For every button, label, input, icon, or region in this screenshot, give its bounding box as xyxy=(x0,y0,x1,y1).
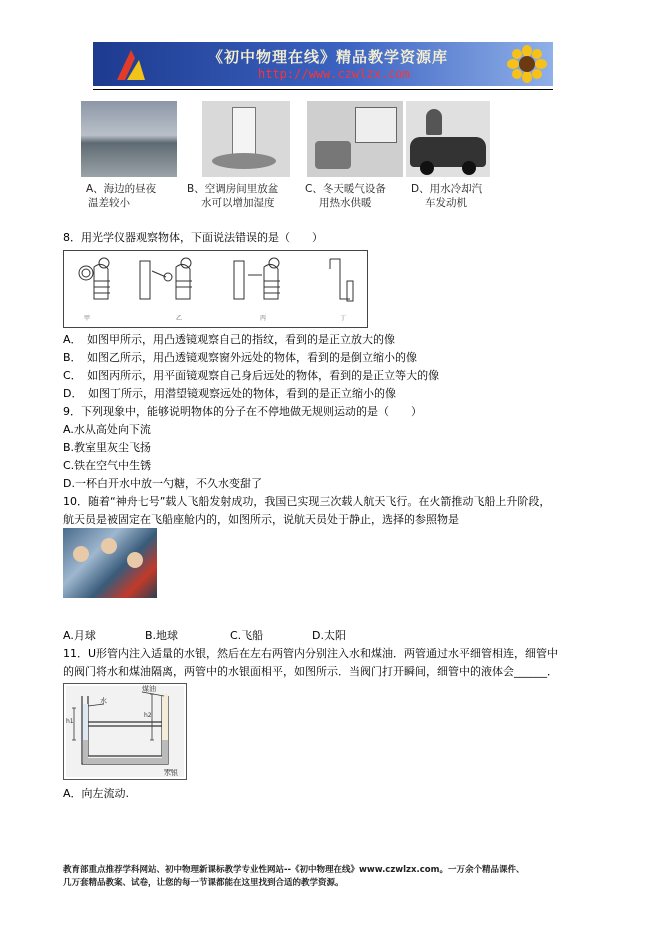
figure-label-bing: 丙 xyxy=(260,315,267,322)
q8-option-a: A． 如图甲所示，用凸透镜观察自己的指纹，看到的是正立放大的像 xyxy=(63,333,396,346)
caption-line: 温差较小 xyxy=(88,197,130,209)
q8-option-c: C． 如图丙所示，用平面镜观察自己身后远处的物体，看到的是正立等大的像 xyxy=(63,369,440,382)
q10-stem-line2: 航天员是被固定在飞船座舱内的，如图所示，说航天员处于静止，选择的参照物是 xyxy=(63,513,459,526)
q10-option-a: A.月球 xyxy=(63,629,96,642)
seaside-photo xyxy=(81,101,177,177)
q8-figure xyxy=(63,250,368,328)
banner-title: 《初中物理在线》精品教学资源库 xyxy=(208,48,449,66)
footer-line2: 几万套精品教案、试卷，让您的每一节课都能在这里找到合适的教学资源。 xyxy=(63,878,344,888)
q9-option-c: C.铁在空气中生锈 xyxy=(63,459,152,472)
optics-figure-icon xyxy=(64,251,367,327)
q8-option-b: B． 如图乙所示，用凸透镜观察窗外远处的物体，看到的是倒立缩小的像 xyxy=(63,351,418,364)
car-engine-photo xyxy=(406,101,490,177)
caption-line: B、空调房间里放盆 xyxy=(187,183,279,195)
header-rule xyxy=(93,89,553,90)
q9-option-d: D.一杯白开水中放一勺糖，不久水变甜了 xyxy=(63,477,262,490)
q11-stem-line1: 11．U形管内注入适量的水银，然后在左右两管内分别注入水和煤油．两管通过水平细管相连，细管中 xyxy=(63,647,559,660)
radiator-photo xyxy=(307,101,403,177)
figure-label-yi: 乙 xyxy=(176,315,183,322)
caption-line: 水可以增加湿度 xyxy=(201,197,275,209)
q8-option-d: D． 如图丁所示，用潜望镜观察远处的物体，看到的是正立缩小的像 xyxy=(63,387,396,400)
figure-label-ding: 丁 xyxy=(340,315,347,322)
label-h2: h2 xyxy=(144,712,152,719)
site-logo-icon xyxy=(113,46,149,82)
air-conditioner-photo xyxy=(202,101,290,177)
figure-label-jia: 甲 xyxy=(84,315,91,322)
q11-stem-line2: 的阀门将水和煤油隔离，两管中的水银面相平，如图所示．当阀门打开瞬间，细管中的液体会______． xyxy=(63,665,558,678)
caption-line: C、冬天暖气设备 xyxy=(305,183,386,195)
q10-option-d: D.太阳 xyxy=(312,629,346,642)
picture-caption-b xyxy=(187,182,278,210)
caption-line: A、海边的昼夜 xyxy=(86,183,157,195)
label-water: 水 xyxy=(100,697,107,705)
sunflower-icon xyxy=(507,45,547,83)
q10-option-b: B.地球 xyxy=(145,629,179,642)
u-tube-diagram-icon xyxy=(64,684,186,779)
q10-option-c: C.飞船 xyxy=(230,629,264,642)
caption-line: 用热水供暖 xyxy=(319,197,372,209)
banner-url[interactable]: http://www.czwlzx.com xyxy=(258,67,410,81)
q10-stem-line1: 10．随着“神舟七号”载人飞船发射成功，我国已实现三次载人航天飞行。在火箭推动飞船上升阶段， xyxy=(63,495,551,508)
picture-caption-a xyxy=(86,182,156,210)
caption-line: 车发动机 xyxy=(425,197,467,209)
astronauts-photo xyxy=(63,528,157,598)
caption-line: D、用水冷却汽 xyxy=(411,183,483,195)
header-banner xyxy=(93,42,553,86)
label-h1: h1 xyxy=(66,718,74,725)
q9-option-b: B.教室里灰尘飞扬 xyxy=(63,441,152,454)
picture-caption-d xyxy=(411,182,482,210)
footer-line1: 教育部重点推荐学科网站、初中物理新课标教学专业性网站--《初中物理在线》www.czwlzx.com。一万余个精品课件、 xyxy=(63,865,525,875)
q11-answer: A．向左流动. xyxy=(63,787,130,800)
label-mercury: 水银 xyxy=(164,769,178,777)
picture-caption-c xyxy=(305,182,386,210)
q9-option-a: A.水从高处向下流 xyxy=(63,423,151,436)
q8-stem: 8．用光学仪器观察物体，下面说法错误的是（ ） xyxy=(63,231,323,244)
label-kerosene: 煤油 xyxy=(142,685,156,693)
u-tube-figure xyxy=(63,683,187,780)
q9-stem: 9．下列现象中，能够说明物体的分子在不停地做无规则运动的是（ ） xyxy=(63,405,422,418)
